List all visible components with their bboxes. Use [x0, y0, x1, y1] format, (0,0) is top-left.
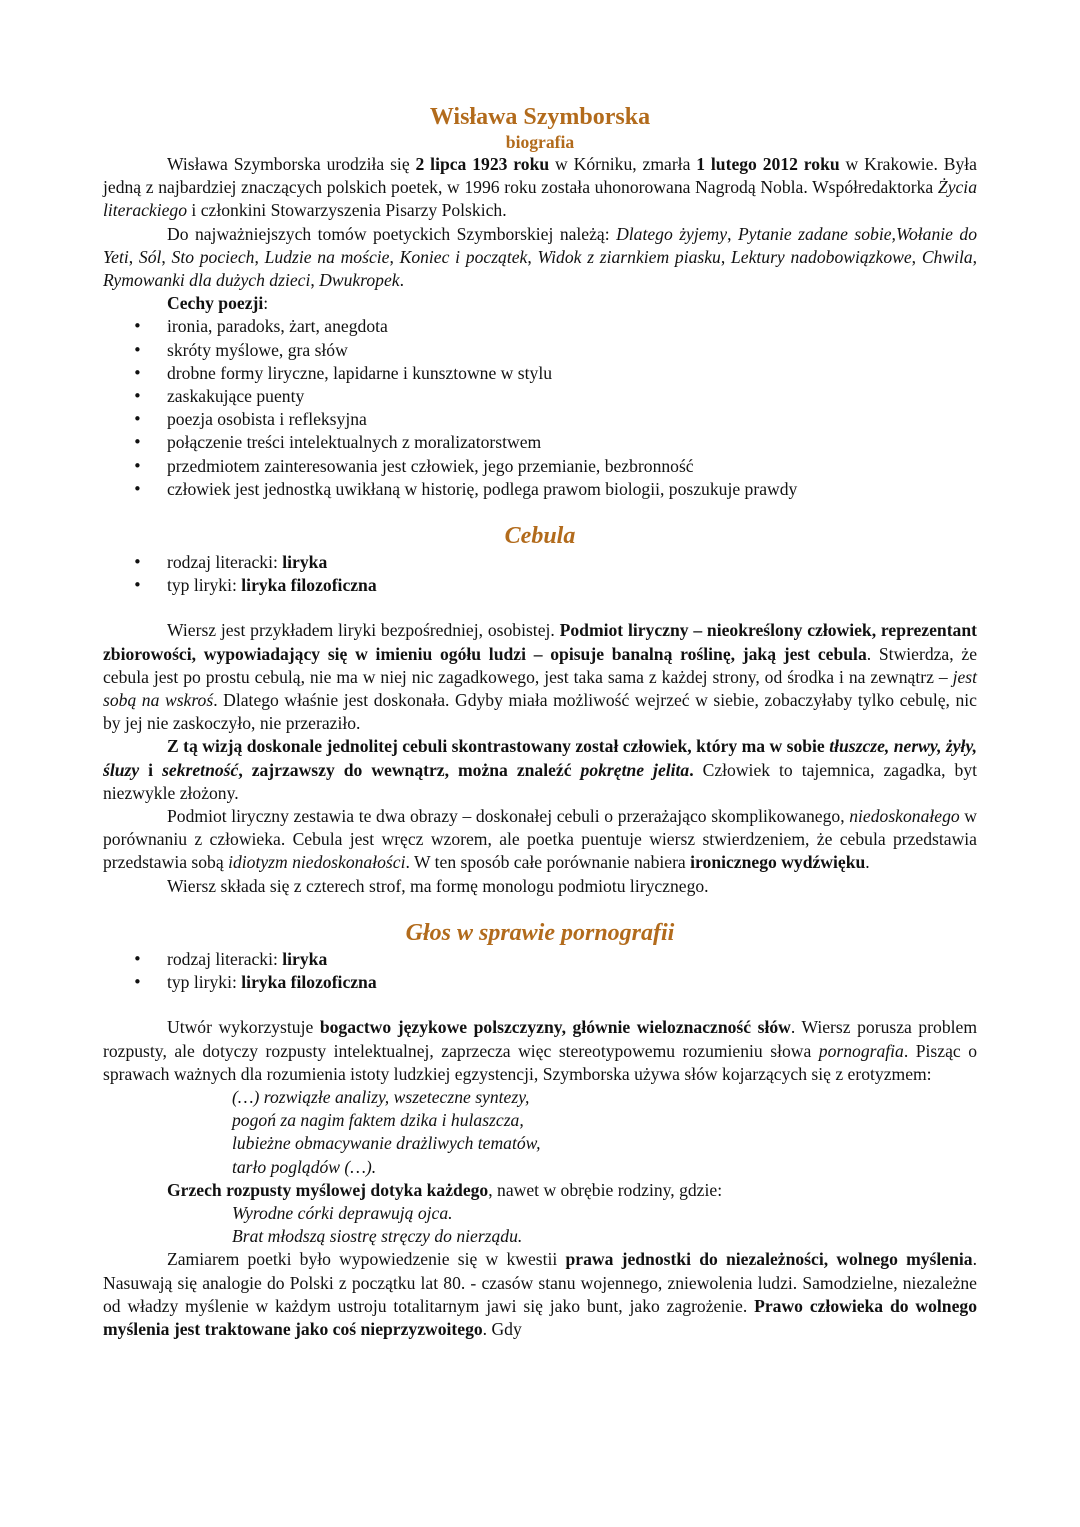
- features-heading: Cechy poezji:: [167, 293, 269, 314]
- list-item: • rodzaj literacki: liryka: [103, 948, 977, 971]
- quote-line: Wyrodne córki deprawują ojca.: [232, 1202, 453, 1223]
- quote-line: (…) rozwiązłe analizy, wszeteczne syntezy,: [232, 1086, 530, 1107]
- list-item: • człowiek jest jednostką uwikłaną w historię, podlega prawom biologii, poszukuje prawdy: [103, 478, 977, 501]
- quote-line: Brat młodszą siostrę stręczy do nierządu.: [232, 1226, 523, 1247]
- features-list: [103, 315, 977, 501]
- list-item: • typ liryki: liryka filozoficzna: [103, 971, 977, 994]
- list-item: • rodzaj literacki: liryka: [103, 551, 977, 574]
- quote-line: lubieżne obmacywanie drażliwych tematów,: [232, 1133, 541, 1154]
- list-item: • zaskakujące puenty: [103, 385, 977, 408]
- list-item: • typ liryki: liryka filozoficzna: [103, 574, 977, 597]
- list-item: • poezja osobista i refleksyjna: [103, 408, 977, 431]
- list-item: • drobne formy liryczne, lapidarne i kunsztowne w stylu: [103, 362, 977, 385]
- page-title: Wisława Szymborska: [429, 104, 651, 130]
- glos-paragraph-1: Utwór wykorzystuje bogactwo językowe polszczyzny, głównie wieloznaczność słów. Wiersz porusza problem rozpusty, ale dotyczy rozpusty intelektualnej, zaprzecza więc stereotypowemu rozumieniu słowa pornografia. Pisząc o sprawach ważnych dla rozumienia istoty ludzkiej egzystencji, Szymborska używa słów kojarzących się z erotyzmem:: [103, 1017, 977, 1084]
- quote-block-1: [103, 1086, 977, 1179]
- list-item: • połączenie treści intelektualnych z moralizatorstwem: [103, 431, 977, 454]
- glos-info-list: [103, 948, 977, 994]
- bio-paragraph-1: Wisława Szymborska urodziła się 2 lipca 1923 roku w Kórniku, zmarła 1 lutego 2012 roku w Krakowie. Była jedną z najbardziej znaczących polskich poetek, w 1996 roku została uhonorowana Nagrodą Nobla. Współredaktorka Życia literackiego i członkini Stowarzyszenia Pisarzy Polskich.: [103, 154, 977, 221]
- section-title-cebula: Cebula: [504, 523, 576, 550]
- list-item: • ironia, paradoks, żart, anegdota: [103, 315, 977, 338]
- list-item: • skróty myślowe, gra słów: [103, 339, 977, 362]
- cebula-paragraph-3: Podmiot liryczny zestawia te dwa obrazy – doskonałej cebuli o przerażająco skomplikowanego, niedoskonałego w porównaniu z człowieka. Cebula jest wręcz wzorem, ale poetka puentuje wiersz stwierdzeniem, że cebula przedstawia przedstawia sobą idiotyzm niedoskonałości. W ten sposób całe porównanie nabiera ironicznego wydźwięku.: [103, 806, 977, 873]
- quote-line: tarło poglądów (…).: [232, 1156, 377, 1177]
- document-page: [103, 102, 977, 1341]
- glos-paragraph-2: Grzech rozpusty myślowej dotyka każdego, nawet w obrębie rodziny, gdzie:: [167, 1179, 723, 1200]
- cebula-paragraph-1: Wiersz jest przykładem liryki bezpośredniej, osobistej. Podmiot liryczny – nieokreślony człowiek, reprezentant zbiorowości, wypowiadający się w imieniu ogółu ludzi – opisuje banalną roślinę, jaką jest cebula. Stwierdza, że cebula jest po prostu cebulą, nie ma w niej nic zagadkowego, jest taka sama z każdej strony, od środka i na zewnątrz – jest sobą na wskroś. Dlatego właśnie jest doskonała. Gdyby miała możliwość wejrzeć w siebie, zobaczyłaby tylko cebulę, nic by jej nie zaskoczyło, nie przeraziło.: [103, 620, 978, 734]
- cebula-paragraph-2: Z tą wizją doskonale jednolitej cebuli skontrastowany został człowiek, który ma w sobie tłuszcze, nerwy, żyły, śluzy i sekretność, zajrzawszy do wewnątrz, można znaleźć pokrętne jelita. Człowiek to tajemnica, zagadka, byt niezwykle złożony.: [103, 736, 978, 803]
- glos-paragraph-3: Zamiarem poetki było wypowiedzenie się w kwestii prawa jednostki do niezależności, wolnego myślenia. Nasuwają się analogie do Polski z początku lat 80. - czasów stanu wojennego, zniewolenia ludzi. Samodzielne, niezależne od władzy myślenie w każdym ustroju totalitarnym jawi się jako bunt, jako zagrożenie. Prawo człowieka do wolnego myślenia jest traktowane jako coś nieprzyzwoitego. Gdy: [103, 1249, 977, 1339]
- section-title-glos: Głos w sprawie pornografii: [405, 919, 675, 946]
- cebula-info-list: [103, 551, 977, 597]
- page-subtitle: biografia: [505, 132, 575, 152]
- quote-line: pogoń za nagim faktem dzika i hulaszcza,: [232, 1110, 524, 1131]
- bio-paragraph-2: Do najważniejszych tomów poetyckich Szymborskiej należą: Dlatego żyjemy, Pytanie zadane sobie,Wołanie do Yeti, Sól, Sto pociech, Ludzie na moście, Koniec i początek, Widok z ziarnkiem piasku, Lektury nadobowiązkowe, Chwila, Rymowanki dla dużych dzieci, Dwukropek.: [103, 223, 978, 291]
- cebula-paragraph-4: Wiersz składa się z czterech strof, ma formę monologu podmiotu lirycznego.: [167, 875, 709, 896]
- list-item: • przedmiotem zainteresowania jest człowiek, jego przemianie, bezbronność: [103, 455, 977, 478]
- quote-block-2: [103, 1202, 977, 1248]
